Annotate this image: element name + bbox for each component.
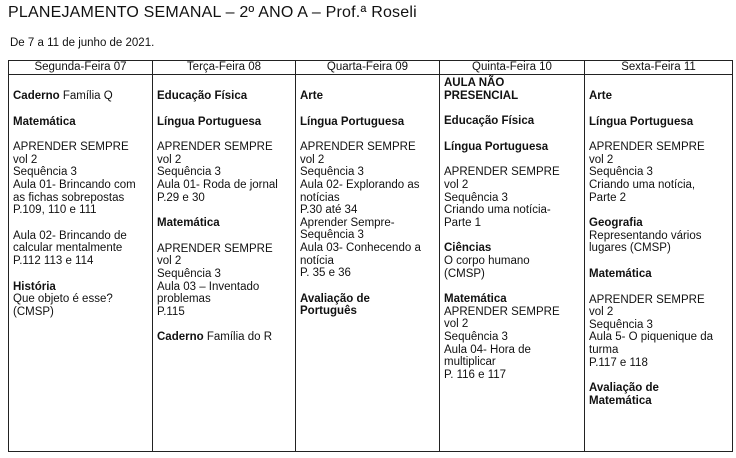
lesson-line: P. 116 e 117 <box>444 368 507 381</box>
subject-label: Avaliação de <box>589 382 659 395</box>
subject-label: Arte <box>589 90 613 102</box>
lesson-line: P.115 <box>157 305 185 318</box>
lesson-line: P.117 e 118 <box>589 356 648 369</box>
lesson-block <box>444 141 580 154</box>
subject-label: Língua Portuguesa <box>589 115 694 128</box>
lesson-line: APRENDER SEMPRE <box>13 141 129 154</box>
lesson-block <box>589 217 728 255</box>
lesson-line: Parte 1 <box>444 216 482 229</box>
lesson-block <box>300 293 435 318</box>
lesson-line: Aula 01- Brincando com <box>13 178 136 191</box>
lesson-line: (CMSP) <box>444 267 485 280</box>
lesson-line: Sequência 3 <box>300 229 364 242</box>
lesson-block <box>300 90 435 103</box>
lesson-line: vol 2 <box>13 153 38 166</box>
day-header: Sexta-Feira 11 <box>585 61 733 75</box>
lesson-line: notícia <box>300 254 334 267</box>
lesson-line: Sequência 3 <box>444 191 508 204</box>
lesson-line: Representando vários <box>589 229 702 242</box>
lesson-line: Aula 02- Brincando de <box>13 229 127 242</box>
subject-label: Português <box>300 305 357 318</box>
lesson-block <box>589 268 728 281</box>
lesson-block <box>300 116 435 129</box>
lesson-line: turma <box>589 343 619 356</box>
lesson-line: calcular mentalmente <box>13 242 123 255</box>
day-cell-friday <box>585 75 733 452</box>
subject-label: Matemática <box>13 115 76 128</box>
lesson-block <box>444 115 580 128</box>
lesson-block <box>589 141 728 204</box>
lesson-block <box>589 116 728 129</box>
lesson-block <box>13 90 148 103</box>
lesson-block <box>157 331 291 344</box>
lesson-line: APRENDER SEMPRE <box>589 141 705 154</box>
lesson-line: notícias <box>300 191 340 204</box>
subject-label: Arte <box>300 90 324 102</box>
lesson-line: problemas <box>157 293 211 306</box>
lesson-line: Parte 2 <box>589 191 627 204</box>
lesson-line: Aula 03- Conhecendo a <box>300 241 421 254</box>
lesson-line: lugares (CMSP) <box>589 242 671 255</box>
subject-label: Matemática <box>589 394 652 407</box>
lesson-block <box>444 166 580 229</box>
lesson-line: Sequência 3 <box>589 318 653 331</box>
subject-label: Língua Portuguesa <box>157 115 262 128</box>
lesson-line: P.29 e 30 <box>157 191 205 204</box>
lesson-line: vol 2 <box>444 178 469 191</box>
lesson-line: P.30 até 34 <box>300 204 358 217</box>
subject-label: Educação Física <box>444 115 535 128</box>
subject-label: Matemática <box>444 293 507 306</box>
lesson-line: APRENDER SEMPRE <box>589 293 705 306</box>
lesson-line: vol 2 <box>300 153 325 166</box>
lesson-line: APRENDER SEMPRE <box>444 166 560 179</box>
lesson-line: vol 2 <box>589 306 614 319</box>
lesson-block <box>157 243 291 319</box>
lesson-block <box>157 141 291 204</box>
lesson-line: Aula 02- Explorando as <box>300 178 420 191</box>
day-header-row <box>9 61 733 75</box>
lesson-line: Sequência 3 <box>157 267 221 280</box>
lesson-line: P.112 113 e 114 <box>13 254 94 267</box>
lesson-line: (CMSP) <box>13 305 54 318</box>
day-cell-wednesday <box>296 75 440 452</box>
lesson-line: Aula 01- Roda de jornal <box>157 178 278 191</box>
lesson-block <box>157 90 291 103</box>
day-header: Terça-Feira 08 <box>153 61 296 75</box>
lesson-line: Aprender Sempre- <box>300 216 395 229</box>
lesson-line: APRENDER SEMPRE <box>444 305 560 318</box>
lesson-block <box>444 242 580 280</box>
lesson-line: vol 2 <box>157 153 182 166</box>
subject-label: Língua Portuguesa <box>300 115 405 128</box>
lesson-line: vol 2 <box>157 255 182 268</box>
day-cell-tuesday <box>153 75 296 452</box>
lesson-block <box>13 141 148 217</box>
lesson-line: Sequência 3 <box>444 330 508 343</box>
day-header: Quarta-Feira 09 <box>296 61 440 75</box>
subject-label: Avaliação de <box>300 292 370 305</box>
notebook-family: Família Q <box>62 90 113 102</box>
lesson-line: Sequência 3 <box>13 166 77 179</box>
day-header: Quinta-Feira 10 <box>440 61 585 75</box>
lesson-line: P.109, 110 e 111 <box>13 204 97 217</box>
subject-label: Língua Portuguesa <box>444 140 549 153</box>
notebook-family: Família do R <box>206 331 273 344</box>
lesson-line: Sequência 3 <box>157 166 221 179</box>
page-title: PLANEJAMENTO SEMANAL – 2º ANO A – Prof.ª Roseli <box>8 4 417 21</box>
lesson-line: Criando uma notícia, <box>589 178 696 191</box>
lesson-line: Aula 04- Hora de <box>444 343 531 356</box>
lesson-line: vol 2 <box>444 318 469 331</box>
lesson-block <box>589 294 728 370</box>
lesson-block <box>13 230 148 268</box>
lesson-block <box>157 116 291 129</box>
subject-label: AULA NÃO <box>444 77 505 89</box>
subject-label: Caderno <box>13 90 60 102</box>
lesson-line: APRENDER SEMPRE <box>157 242 273 255</box>
lesson-line: P. 35 e 36 <box>300 267 351 280</box>
week-period: De 7 a 11 de junho de 2021. <box>10 37 155 49</box>
subject-label: História <box>13 280 56 293</box>
lesson-line: Sequência 3 <box>589 166 653 179</box>
lesson-block <box>444 293 580 381</box>
lesson-block <box>589 90 728 103</box>
subject-label: Caderno <box>157 331 204 344</box>
lesson-block <box>13 281 148 319</box>
lesson-line: APRENDER SEMPRE <box>157 141 273 154</box>
day-content-row <box>9 75 733 452</box>
lesson-line: Aula 03 – Inventado <box>157 280 260 293</box>
lesson-line: as fichas sobrepostas <box>13 191 125 204</box>
lesson-line: O corpo humano <box>444 254 530 267</box>
lesson-block <box>157 217 291 230</box>
lesson-line: Aula 5- O piquenique da <box>589 331 714 344</box>
lesson-line: Sequência 3 <box>300 166 364 179</box>
lesson-line: Criando uma notícia- <box>444 204 551 217</box>
day-header: Segunda-Feira 07 <box>9 61 153 75</box>
weekly-plan-table <box>8 60 733 452</box>
subject-label: Ciências <box>444 242 492 255</box>
day-cell-monday <box>9 75 153 452</box>
lesson-block <box>589 382 728 407</box>
lesson-line: APRENDER SEMPRE <box>300 141 416 154</box>
subject-label: PRESENCIAL <box>444 89 519 102</box>
subject-label: Matemática <box>589 267 652 280</box>
lesson-line: Que objeto é esse? <box>13 293 113 306</box>
lesson-line: vol 2 <box>589 153 614 166</box>
lesson-block <box>300 141 435 280</box>
subject-label: Matemática <box>157 217 220 230</box>
lesson-block <box>444 77 580 102</box>
day-cell-thursday <box>440 75 585 452</box>
subject-label: Educação Física <box>157 90 248 102</box>
lesson-block <box>13 116 148 129</box>
lesson-line: multiplicar <box>444 356 496 369</box>
subject-label: Geografia <box>589 217 643 230</box>
